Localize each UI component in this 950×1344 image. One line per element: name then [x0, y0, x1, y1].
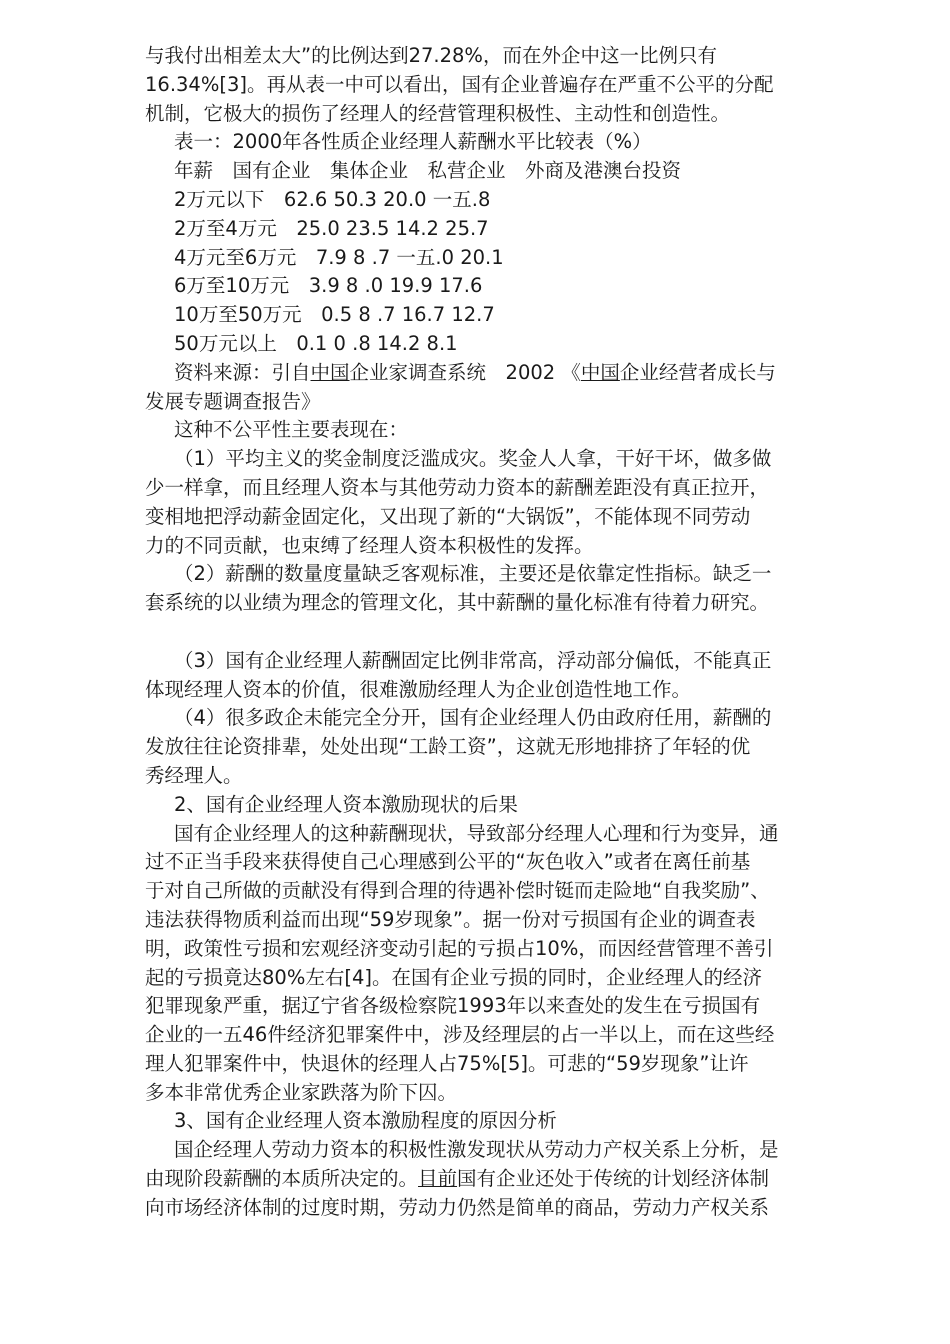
intro-text: 这种不公平性主要表现在： [174, 418, 409, 442]
paragraph-5-line: 明，政策性亏损和宏观经济变动引起的亏损占10%，而因经营管理不善引 [145, 936, 774, 960]
p6-suffix: 国有企业还处于传统的计划经济体制 [457, 1167, 770, 1191]
paragraph-6-line: 国企经理人劳动力资本的积极性激发现状从劳动力产权关系上分析，是 [174, 1138, 779, 1162]
paragraph-3-line: （3）国有企业经理人薪酬固定比例非常高，浮动部分偏低，不能真正 [174, 648, 772, 672]
paragraph-5-line: 于对自己所做的贡献没有得到合理的待遇补偿时铤而走险地“自我奖励”、 [145, 879, 770, 903]
paragraph-2-line: （2）薪酬的数量度量缺乏客观标准，主要还是依靠定性指标。缺乏一 [174, 562, 772, 586]
paragraph-1-line: （1）平均主义的奖金制度泛滥成灾。奖金人人拿，干好干坏，做多做 [174, 447, 772, 471]
table-row: 4万元至6万元 7.9 8 .7 一五.0 20.1 [174, 245, 504, 269]
table-row: 6万至10万元 3.9 8 .0 19.9 17.6 [174, 274, 483, 298]
paragraph-6-line [145, 1165, 880, 1194]
paragraph-5-line: 多本非常优秀企业家跌落为阶下囚。 [145, 1080, 458, 1104]
paragraph-5-line: 犯罪现象严重，据辽宁省各级检察院1993年以来查处的发生在亏损国有 [145, 994, 761, 1018]
link-mu-qian[interactable]: 目前 [418, 1167, 458, 1191]
table-row: 2万至4万元 25.0 23.5 14.2 25.7 [174, 216, 489, 240]
section-heading-2: 2、国有企业经理人资本激励现状的后果 [174, 792, 518, 816]
table-row: 10万至50万元 0.5 8 .7 16.7 12.7 [174, 303, 495, 327]
source-link-china[interactable]: 中国 [310, 360, 350, 384]
table-row: 50万元以上 0.1 0 .8 14.2 8.1 [174, 331, 458, 355]
table-caption: 表一：2000年各性质企业经理人薪酬水平比较表（%） [174, 130, 652, 154]
paragraph-5-line: 企业的一五46件经济犯罪案件中，涉及经理层的占一半以上，而在这些经 [145, 1023, 775, 1047]
paragraph-1-line: 力的不同贡献，也束缚了经理人资本积极性的发挥。 [145, 533, 594, 557]
text-line: 16.34%[3]。再从表一中可以看出，国有企业普遍存在严重不公平的分配 [145, 72, 774, 96]
paragraph-6-line: 向市场经济体制的过度时期，劳动力仍然是简单的商品，劳动力产权关系 [145, 1195, 770, 1219]
text-line: 与我付出相差太大”的比例达到27.28%，而在外企中这一比例只有 [145, 44, 717, 67]
blank-line [145, 618, 880, 647]
paragraph-5-line: 违法获得物质利益而出现“59岁现象”。据一份对亏损国有企业的调查表 [145, 907, 756, 931]
paragraph-5-line: 起的亏损竟达80%左右[4]。在国有企业亏损的同时，企业经理人的经济 [145, 965, 762, 989]
paragraph-4-line: 秀经理人。 [145, 763, 243, 787]
paragraph-4-line: 发放往往论资排辈，处处出现“工龄工资”，这就无形地排挤了年轻的优 [145, 735, 751, 759]
paragraph-1-line: 变相地把浮动薪金固定化，又出现了新的“大锅饭”，不能体现不同劳动 [145, 504, 751, 528]
source-link-china-2[interactable]: 中国 [580, 360, 620, 384]
source-prefix: 资料来源：引自 [174, 360, 311, 384]
paragraph-5-line: 理人犯罪案件中，快退休的经理人占75%[5]。可悲的“59岁现象”让许 [145, 1051, 749, 1075]
paragraph-5-line: 过不正当手段来获得使自己心理感到公平的“灰色收入”或者在离任前基 [145, 850, 751, 874]
document-page [145, 42, 880, 1223]
section-heading-3: 3、国有企业经理人资本激励程度的原因分析 [174, 1109, 557, 1133]
source-suffix: 企业经营者成长与 [619, 360, 776, 384]
p6-prefix: 由现阶段薪酬的本质所决定的。 [145, 1167, 419, 1191]
paragraph-5-line: 国有企业经理人的这种薪酬现状，导致部分经理人心理和行为变异，通 [174, 821, 779, 845]
paragraph-3-line: 体现经理人资本的价值，很难激励经理人为企业创造性地工作。 [145, 677, 692, 701]
paragraph-1-line: 少一样拿，而且经理人资本与其他劳动力资本的薪酬差距没有真正拉开， [145, 475, 770, 499]
paragraph-4-line: （4）很多政企未能完全分开，国有企业经理人仍由政府任用，薪酬的 [174, 706, 772, 730]
paragraph-2-line: 套系统的以业绩为理念的管理文化，其中薪酬的量化标准有待着力研究。 [145, 591, 770, 615]
source-mid: 企业家调查系统 2002 《 [349, 360, 581, 384]
table-source-line2: 发展专题调查报告》 [145, 389, 321, 413]
table-row: 2万元以下 62.6 50.3 20.0 一五.8 [174, 187, 491, 211]
table-source [145, 359, 880, 388]
text-line: 机制，它极大的损伤了经理人的经营管理积极性、主动性和创造性。 [145, 101, 731, 125]
table-header: 年薪 国有企业 集体企业 私营企业 外商及港澳台投资 [174, 159, 682, 183]
